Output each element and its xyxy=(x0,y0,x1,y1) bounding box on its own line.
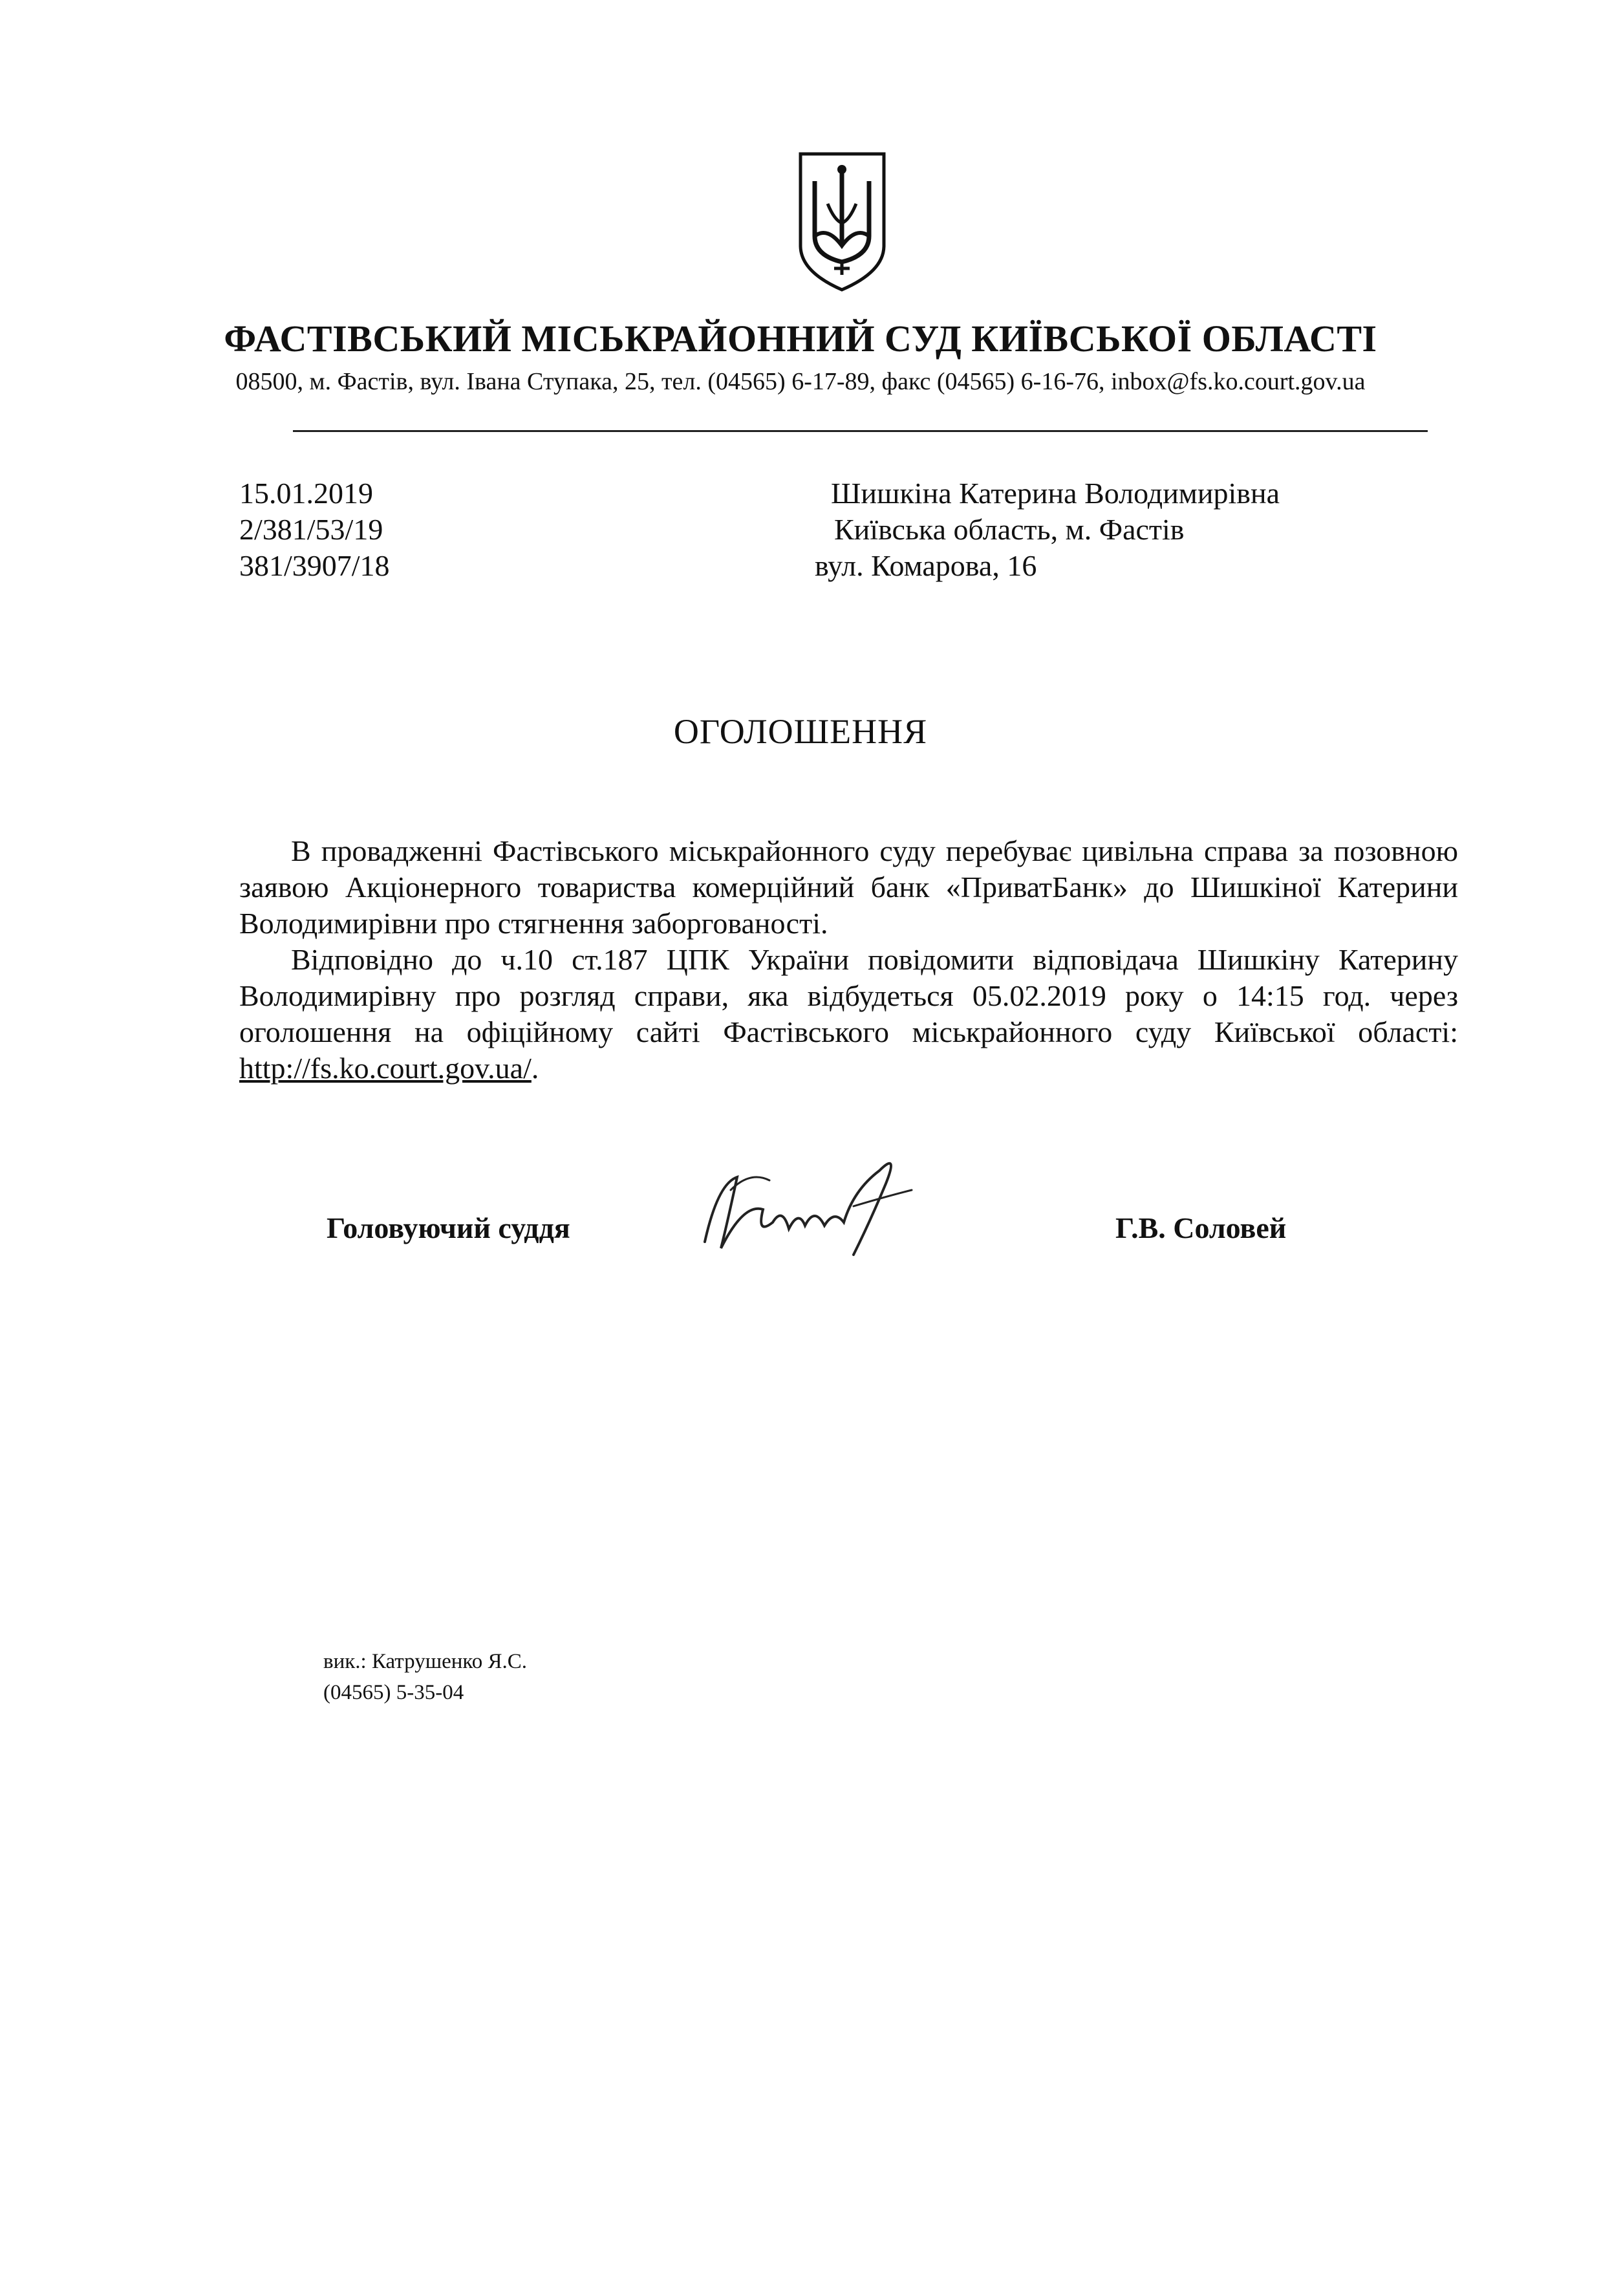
recipient-block xyxy=(815,475,1280,584)
paragraph-1: В провадженні Фастівського міськрайонного суду перебуває цивільна справа за позовною заявою Акціонерного товариства комерційний банк «ПриватБанк» до Шишкіної Катерини Володимирівни про стягнення заборгованості. xyxy=(239,834,1458,940)
judge-name: Г.В. Соловей xyxy=(1115,1211,1287,1244)
link-suffix: . xyxy=(531,1052,539,1085)
notice-body xyxy=(239,833,1458,1087)
header-divider xyxy=(293,430,1428,432)
court-website-link[interactable]: http://fs.ko.court.gov.ua/ xyxy=(239,1052,532,1085)
recipient-city: Київська область, м. Фастів xyxy=(834,513,1185,546)
paragraph-2-text: Відповідно до ч.10 ст.187 ЦПК України повідомити відповідача Шишкіну Катерину Володимирівну про розгляд справи, яка відбудеться 05.02.2019 року о 14:15 год. через оголошення на офіційному сайті Фастівського міськрайонного суду Київської області: xyxy=(239,943,1458,1048)
executor-name: вик.: Катрушенко Я.С. xyxy=(323,1650,528,1673)
court-address: 08500, м. Фастів, вул. Івана Ступака, 25, тел. (04565) 6-17-89, факс (04565) 6-16-76, inbox@fs.ko.court.gov.ua xyxy=(235,368,1366,395)
coat-of-arms-icon xyxy=(795,149,889,294)
notice-title: ОГОЛОШЕННЯ xyxy=(673,712,928,751)
case-number: 381/3907/18 xyxy=(239,549,390,582)
court-name: ФАСТІВСЬКИЙ МІСЬКРАЙОННИЙ СУД КИЇВСЬКОЇ ОБЛАСТІ xyxy=(224,318,1377,360)
paragraph-2 xyxy=(239,942,1458,1087)
document-date: 15.01.2019 xyxy=(239,477,373,510)
executor-phone: (04565) 5-35-04 xyxy=(323,1681,464,1704)
outgoing-number: 2/381/53/19 xyxy=(239,513,383,546)
signature-image xyxy=(692,1145,925,1274)
document-references xyxy=(239,475,390,584)
executor-block xyxy=(323,1646,527,1708)
recipient-street: вул. Комарова, 16 xyxy=(815,549,1037,582)
recipient-name: Шишкіна Катерина Володимирівна xyxy=(831,477,1280,510)
judge-role: Головуючий суддя xyxy=(327,1211,570,1244)
